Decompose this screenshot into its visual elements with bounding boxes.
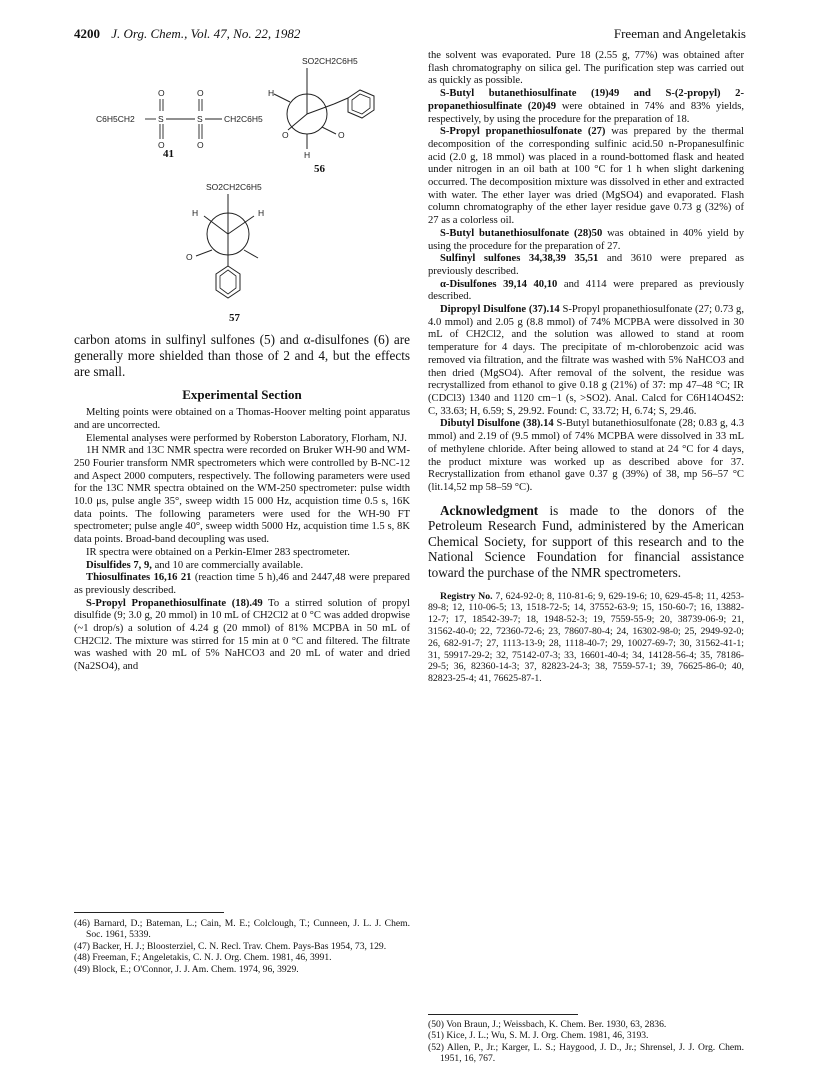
footnote-51: (51) Kice, J. L.; Wu, S. M. J. Org. Chem. 1981, 46, 3193. (428, 1030, 649, 1042)
paragraph-ir: IR spectra were obtained on a Perkin-Elmer 283 spectrometer. (86, 546, 350, 558)
s56-h-upper: H (268, 88, 275, 98)
footnotes-left (74, 918, 410, 975)
journal-citation: J. Org. Chem., Vol. 47, No. 22, 1982 (111, 26, 301, 41)
structure-label-41: 41 (163, 148, 174, 160)
s56-top-group: SO2CH2C6H5 (302, 56, 358, 66)
paragraph-disulfides (74, 560, 410, 573)
paragraph-compound-18 (74, 598, 410, 674)
running-header-authors: Freeman and Angeletakis (613, 26, 746, 41)
alpha-disulfones-body: and 4114 were prepared as previously described. (428, 278, 744, 303)
compound-18-body: To a stirred solution of propyl disulfide (9; 3.0 g, 20 mmol) in 10 mL of CH2Cl2 at 0 °C was added dropwise (~1 drop/s) a solution of 4.24 g (20 mmol) of 81% MCPBA in 50 mL of CH2Cl2. The mixture was stirred for 15 min at 0 °C and filtered. The filtrate was washed with 20 mL of 5% NaHCO3 and 20 mL of water and dried (Na2SO4), and (74, 597, 410, 673)
footnote-50: (50) Von Braun, J.; Weissbach, K. Chem. Ber. 1930, 63, 2836. (428, 1019, 667, 1030)
paragraph-sulfinyl-sulfones (428, 253, 744, 278)
footnote-48: (48) Freeman, F.; Angeletakis, C. N. J. Org. Chem. 1981, 46, 3991. (74, 952, 332, 964)
compound-28-body: was obtained in 40% yield by using the procedure for the preparation of 27. (428, 227, 745, 252)
s41-oxygen-3: O (158, 140, 165, 150)
s41-oxygen-1: O (158, 88, 165, 98)
compound-27-body: was prepared by the thermal decomposition of the corresponding sulfinic acid.50 n-Propanesulfinic acid (2.0 g, 18 mmol) was placed in a round-bottomed flask and heated under nitrogen in an oil bath at 100 °C for 1 h when slight darkening occurred. The decomposition mixture was dissolved in ether and extracted with water. The ether layer was dried (MgSO4) and evaporated. Flash column chromatography of the ether layer residue gave 0.73 g (32%) of 27 as a colorless oil. (428, 126, 744, 227)
registry-paragraph (428, 591, 744, 685)
paragraph-nmr: 1H NMR and 13C NMR spectra were recorded on Bruker WH-90 and WM-250 Fourier transform NMR spectrometers which were controlled by B-NC-12 and Aspect 2000 computers, respectively. The following parameters were used for the 13C NMR spectra obtained on the WM-250 spectrometer: pulse width 10.0 μs, pulse angle 35°, sweep width 15 000 Hz, acquistion time 0.5 s, 16K data points. The following parameters were used for the WH-90 FT spectrometer; pulse angle 40°, sweep width 5000 Hz, acquistion time 1.5 s, 8K data points. Broad-band decoupling was used. (74, 445, 410, 546)
paragraph-compounds-19-20 (428, 88, 744, 126)
intro-text (74, 332, 410, 379)
intro-paragraph: carbon atoms in sulfinyl sulfones (5) and α-disulfones (6) are generally more shielded than those of 2 and 4, but the effects are small. (74, 332, 410, 379)
section-title: Experimental Section (182, 387, 302, 403)
s57-o-left: O (186, 252, 193, 262)
disulfides-body: and 10 are commercially available. (151, 559, 304, 571)
s56-o-left: O (282, 130, 289, 140)
structure-label-56: 56 (314, 163, 325, 175)
compounds-19-20-body: were obtained in 74% and 83% yields, respectively, by using the procedure for the preparation of 18. (428, 100, 744, 125)
thiosulfinates-body: (reaction time 5 h),46 and 2447,48 were prepared as previously described. (74, 572, 410, 596)
footnote-rule-right (428, 1014, 578, 1015)
paragraph-compound-27 (428, 126, 744, 228)
s41-left-group: C6H5CH2 (96, 114, 135, 124)
paragraph-elemental-analyses: Elemental analyses were performed by Roberston Laboratory, Florham, NJ. (86, 432, 407, 444)
compound-38-heading: Dibutyl Disulfone (38).14 (440, 418, 554, 430)
footnote-49: (49) Block, E.; O'Connor, J. J. Am. Chem. 1974, 96, 3929. (74, 963, 299, 975)
compound-37-heading: Dipropyl Disulfone (37).14 (440, 304, 560, 316)
footnote-52: (52) Allen, P., Jr.; Karger, L. S.; Haygood, J. D., Jr.; Shrensel, J. J. Org. Chem. 1951, 16, 767. (428, 1041, 744, 1065)
registry-section (428, 591, 744, 685)
compound-18-heading: S-Propyl Propanethiosulfinate (18).49 (86, 597, 263, 609)
paragraph-alpha-disulfones (428, 279, 744, 304)
s57-h-left: H (192, 208, 199, 218)
compound-38-body: S-Butyl butanethiosulfonate (28; 0.83 g, 4.3 mmol) and 2.19 of (9.5 mmol) of 74% MCPBA were dissolved in 33 mL of methylene chloride. After being allowed to stand at 24 °C for 4 days, the product mixture was worked up as described above for 37. Recrystallization from ethanol gave 0.37 g (39%) of 38, mp 56–57 °C (lit.14,52 mp 58–59 °C). (428, 418, 744, 493)
s41-oxygen-2: O (197, 88, 204, 98)
structure-label-57: 57 (229, 312, 240, 324)
s41-sulfur-1: S (158, 114, 164, 124)
s57-h-right: H (258, 208, 265, 218)
acknowledgment-section (428, 503, 744, 581)
paragraph-compound-38 (428, 418, 744, 494)
footnotes-right (428, 1019, 744, 1065)
right-column (428, 50, 744, 685)
acknowledgment-body: is made to the donors of the Petroleum Research Fund, administered by the American Chemical Society, for support of this research and to the National Science Foundation for financial assistance toward the purchase of the NMR spectrometers. (428, 502, 744, 580)
thiosulfinates-heading: Thiosulfinates 16,16 21 (86, 572, 192, 584)
paragraph-18-continued: the solvent was evaporated. Pure 18 (2.55 g, 77%) was obtained after flash chromatography on silica gel. The purification step was carried out as quickly as possible. (428, 50, 744, 87)
footnote-47: (47) Backer, H. J.; Bloosterziel, C. N. Recl. Trav. Chem. Pays-Bas 1954, 73, 129. (74, 940, 387, 952)
paragraph-thiosulfinates (74, 572, 410, 597)
s41-right-group: CH2C6H5 (224, 114, 263, 124)
paragraph-compound-37 (428, 304, 744, 418)
alpha-disulfones-heading: α-Disulfones 39,14 40,10 (440, 278, 558, 290)
registry-body: 7, 624-92-0; 8, 110-81-6; 9, 629-19-6; 10, 629-45-8; 11, 4253-89-8; 12, 110-06-5; 13, 1518-72-5; 14, 37552-63-9; 15, 150-60-7; 16, 13882-12-7; 17, 18542-39-7; 18, 1948-52-3; 19, 7559-55-9; 20, 38739-06-9; 21, 31562-40-0; 22, 72360-72-6; 23, 78607-80-4; 24, 16302-98-0; 25, 2949-92-0; 26, 682-91-7; 27, 1113-13-9; 28, 1118-40-7; 29, 10027-69-7; 30, 31562-41-1; 31, 59917-29-2; 32, 75142-07-3; 33, 16601-40-4; 34, 14128-56-4; 35, 78186-29-5; 36, 82360-14-3; 37, 82823-24-3; 38, 7559-57-1; 39, 76625-86-0; 40, 82823-25-4; 41, 76625-87-1. (428, 590, 744, 685)
structure-56 (262, 54, 392, 174)
sulfinyl-sulfones-body: and 3610 were prepared as previously described. (428, 253, 744, 277)
compound-37-body: S-Propyl propanethiosulfonate (27; 0.73 g, 4.0 mmol) and 2.05 g (8.8 mmol) of 74% MCPBA were dissolved in 30 mL of CH2Cl2, and the solution was allowed to stand at room temperature for 4 days. The precipitate of m-chlorobenzoic acid was removed via filtration, and the filtrate was washed with 5% NaHCO3 and then dried (MgSO4). After removal of the solvent, the residue was recrystallized from ethanol to give 0.18 g (21%) of 37: mp 47–48 °C; IR (CDCl3) 1340 and 1120 cm−1 (s, >SO2). Anal. Calcd for C6H14O4S2: C, 33.63; H, 6.59; S, 29.92. Found: C, 33.72; H, 6.74; S, 29.46. (428, 304, 744, 417)
compounds-19-20-heading: S-Butyl butanethiosulfinate (19)49 and S-(2-propyl) 2-propanethiosulfinate (20)49 (428, 88, 744, 112)
paragraph-compound-28 (428, 228, 744, 253)
acknowledgment-heading: Acknowledgment (440, 502, 539, 518)
compound-27-heading: S-Propyl propanethiosulfonate (27) (440, 126, 606, 138)
compound-28-heading: S-Butyl butanethiosulfonate (28)50 (440, 227, 603, 239)
running-header-left (74, 26, 300, 42)
s41-sulfur-2: S (197, 114, 203, 124)
registry-heading: Registry No. (440, 590, 493, 602)
s56-h-lower: H (304, 150, 311, 160)
s56-o-right: O (338, 130, 345, 140)
paragraph-melting-points: Melting points were obtained on a Thomas-Hoover melting point apparatus and are uncorrected. (74, 407, 410, 431)
structure-57 (182, 180, 302, 310)
page-number: 4200 (74, 26, 100, 41)
footnote-rule-left (74, 912, 224, 913)
s41-oxygen-4: O (197, 140, 204, 150)
acknowledgment-paragraph (428, 503, 744, 581)
disulfides-heading: Disulfides 7, 9, (86, 559, 152, 571)
sulfinyl-sulfones-heading: Sulfinyl sulfones 34,38,39 35,51 (440, 253, 599, 265)
s57-top-group: SO2CH2C6H5 (206, 182, 262, 192)
footnote-46: (46) Barnard, D.; Bateman, L.; Cain, M. E.; Colclough, T.; Cunneen, J. L. J. Chem. Soc. 1961, 5339. (74, 918, 410, 941)
left-column (74, 332, 410, 674)
